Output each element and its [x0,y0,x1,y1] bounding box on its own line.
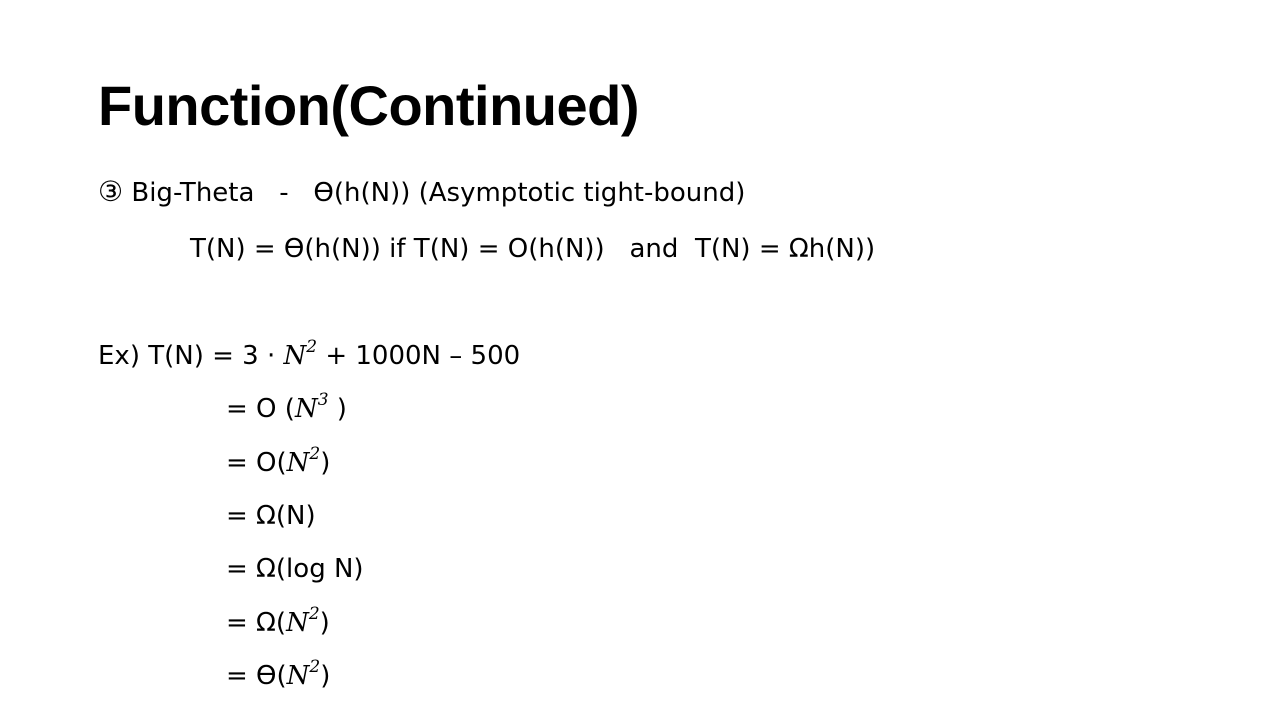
math-var-n: N [286,661,310,691]
example-line-o-n-squared [226,443,330,483]
big-theta-heading: Big-Theta - Ɵ(h(N)) (Asymptotic tight-bound) [131,178,746,208]
example-line-omega-n: = Ω(N) [226,501,316,531]
line-prefix: = O( [226,448,287,478]
exponent: 2 [308,604,320,624]
line-suffix: ) [328,394,347,424]
example-suffix: + 1000N – 500 [317,341,521,371]
big-theta-definition: T(N) = Ɵ(h(N)) if T(N) = O(h(N)) and T(N) = Ωh(N)) [190,234,876,264]
line-suffix: ) [319,608,330,638]
example-line-omega-log-n: = Ω(log N) [226,554,364,584]
math-var-n: N [286,608,309,638]
example-line-omega-n-squared [226,603,330,643]
example-equation [98,336,520,376]
slide-title: Function(Continued) [98,74,640,137]
math-var-n: N [294,394,318,424]
line-prefix: = Ɵ( [226,661,287,691]
exponent: 2 [309,444,321,464]
exponent: 2 [306,337,318,357]
example-line-theta-n-squared [226,656,330,696]
example-line-o-n-cubed [226,389,347,429]
exponent: 3 [317,390,329,410]
example-prefix: Ex) T(N) = 3 · [98,341,284,371]
math-var-n: N [286,448,310,478]
line-suffix: ) [320,448,331,478]
line-prefix: = O ( [226,394,295,424]
line-prefix: = Ω( [226,608,287,638]
exponent: 2 [309,657,321,677]
circled-number-three: ③ [98,175,124,208]
math-var-n: N [283,341,307,371]
bullet-big-theta [98,172,745,213]
line-suffix: ) [320,661,331,691]
